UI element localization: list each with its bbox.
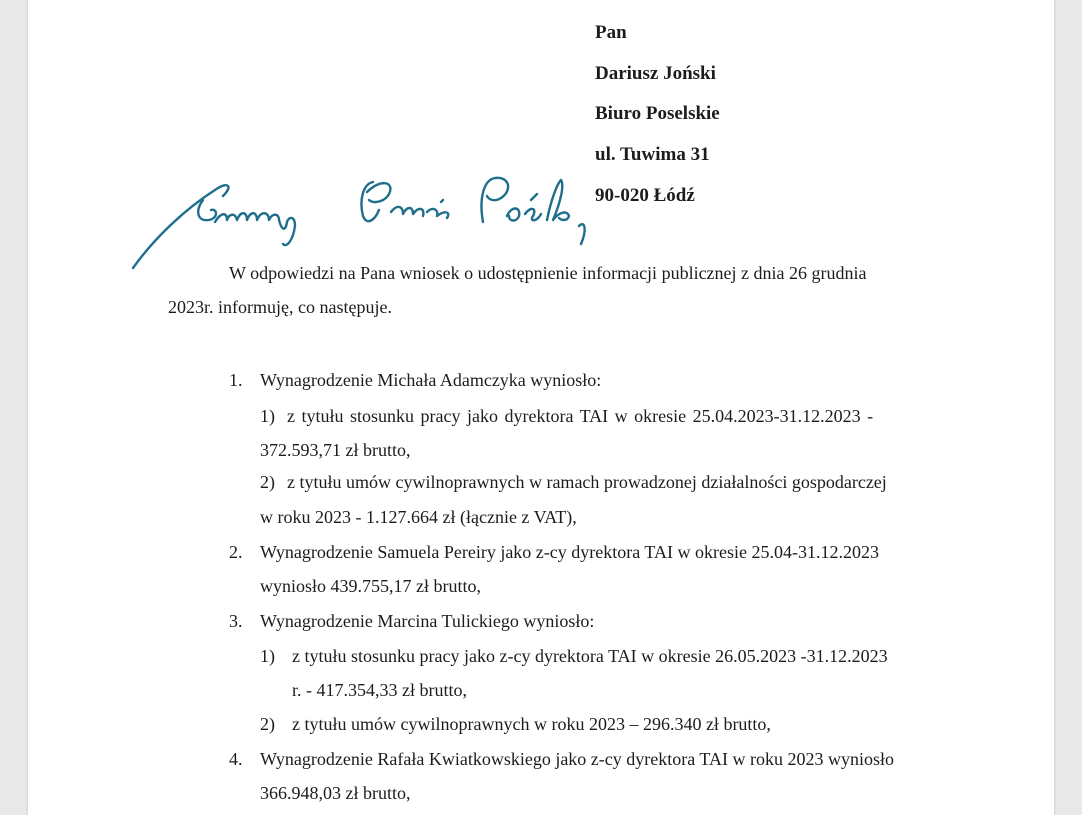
item-text: Wynagrodzenie Samuela Pereiry jako z-cy dyrektora TAI w okresie 25.04-31.12.2023 xyxy=(260,542,879,562)
document-page xyxy=(28,0,1054,815)
subitem-number: 2) xyxy=(260,472,275,492)
recipient-salutation: Pan xyxy=(595,22,627,43)
subitem-number: 1) xyxy=(260,646,275,666)
subitem-text: z tytułu umów cywilnoprawnych w ramach prowadzonej działalności gospodarczej xyxy=(287,472,887,492)
intro-line-1 xyxy=(229,262,949,284)
subitem-text: z tytułu stosunku pracy jako z-cy dyrektora TAI w okresie 26.05.2023 -31.12.2023 xyxy=(292,646,888,666)
recipient-street: ul. Tuwima 31 xyxy=(595,144,710,165)
item-text-cont: wyniosło 439.755,17 zł brutto, xyxy=(260,576,481,596)
subitem-text-cont: 372.593,71 zł brutto, xyxy=(260,440,411,460)
recipient-city: 90-020 Łódź xyxy=(595,185,695,206)
recipient-name: Dariusz Joński xyxy=(595,63,716,84)
subitem-text: z tytułu umów cywilnoprawnych w roku 2023 – 296.340 zł brutto, xyxy=(292,714,771,734)
intro-text-1: W odpowiedzi na Pana wniosek o udostępnienie informacji publicznej z dnia 26 grudnia xyxy=(229,263,867,283)
subitem-text-cont: r. - 417.354,33 zł brutto, xyxy=(292,680,467,700)
intro-line-2: 2023r. informuję, co następuje. xyxy=(168,297,392,317)
item-text: Wynagrodzenie Michała Adamczyka wyniosło: xyxy=(260,370,602,390)
item-text-cont: 366.948,03 zł brutto, xyxy=(260,783,411,803)
subitem-text-cont: w roku 2023 - 1.127.664 zł (łącznie z VAT), xyxy=(260,507,577,527)
subitem-text: z tytułu stosunku pracy jako dyrektora TAI w okresie 25.04.2023-31.12.2023 - xyxy=(287,406,874,426)
recipient-office: Biuro Poselskie xyxy=(595,103,720,124)
item-number: 3. xyxy=(229,611,243,631)
item-text: Wynagrodzenie Rafała Kwiatkowskiego jako z-cy dyrektora TAI w roku 2023 wyniosło xyxy=(260,749,894,769)
item-text: Wynagrodzenie Marcina Tulickiego wyniosło: xyxy=(260,611,595,631)
subitem-number: 2) xyxy=(260,714,275,734)
item-number: 1. xyxy=(229,370,243,390)
subitem-number: 1) xyxy=(260,406,275,426)
item-number: 4. xyxy=(229,749,243,769)
item-number: 2. xyxy=(229,542,243,562)
